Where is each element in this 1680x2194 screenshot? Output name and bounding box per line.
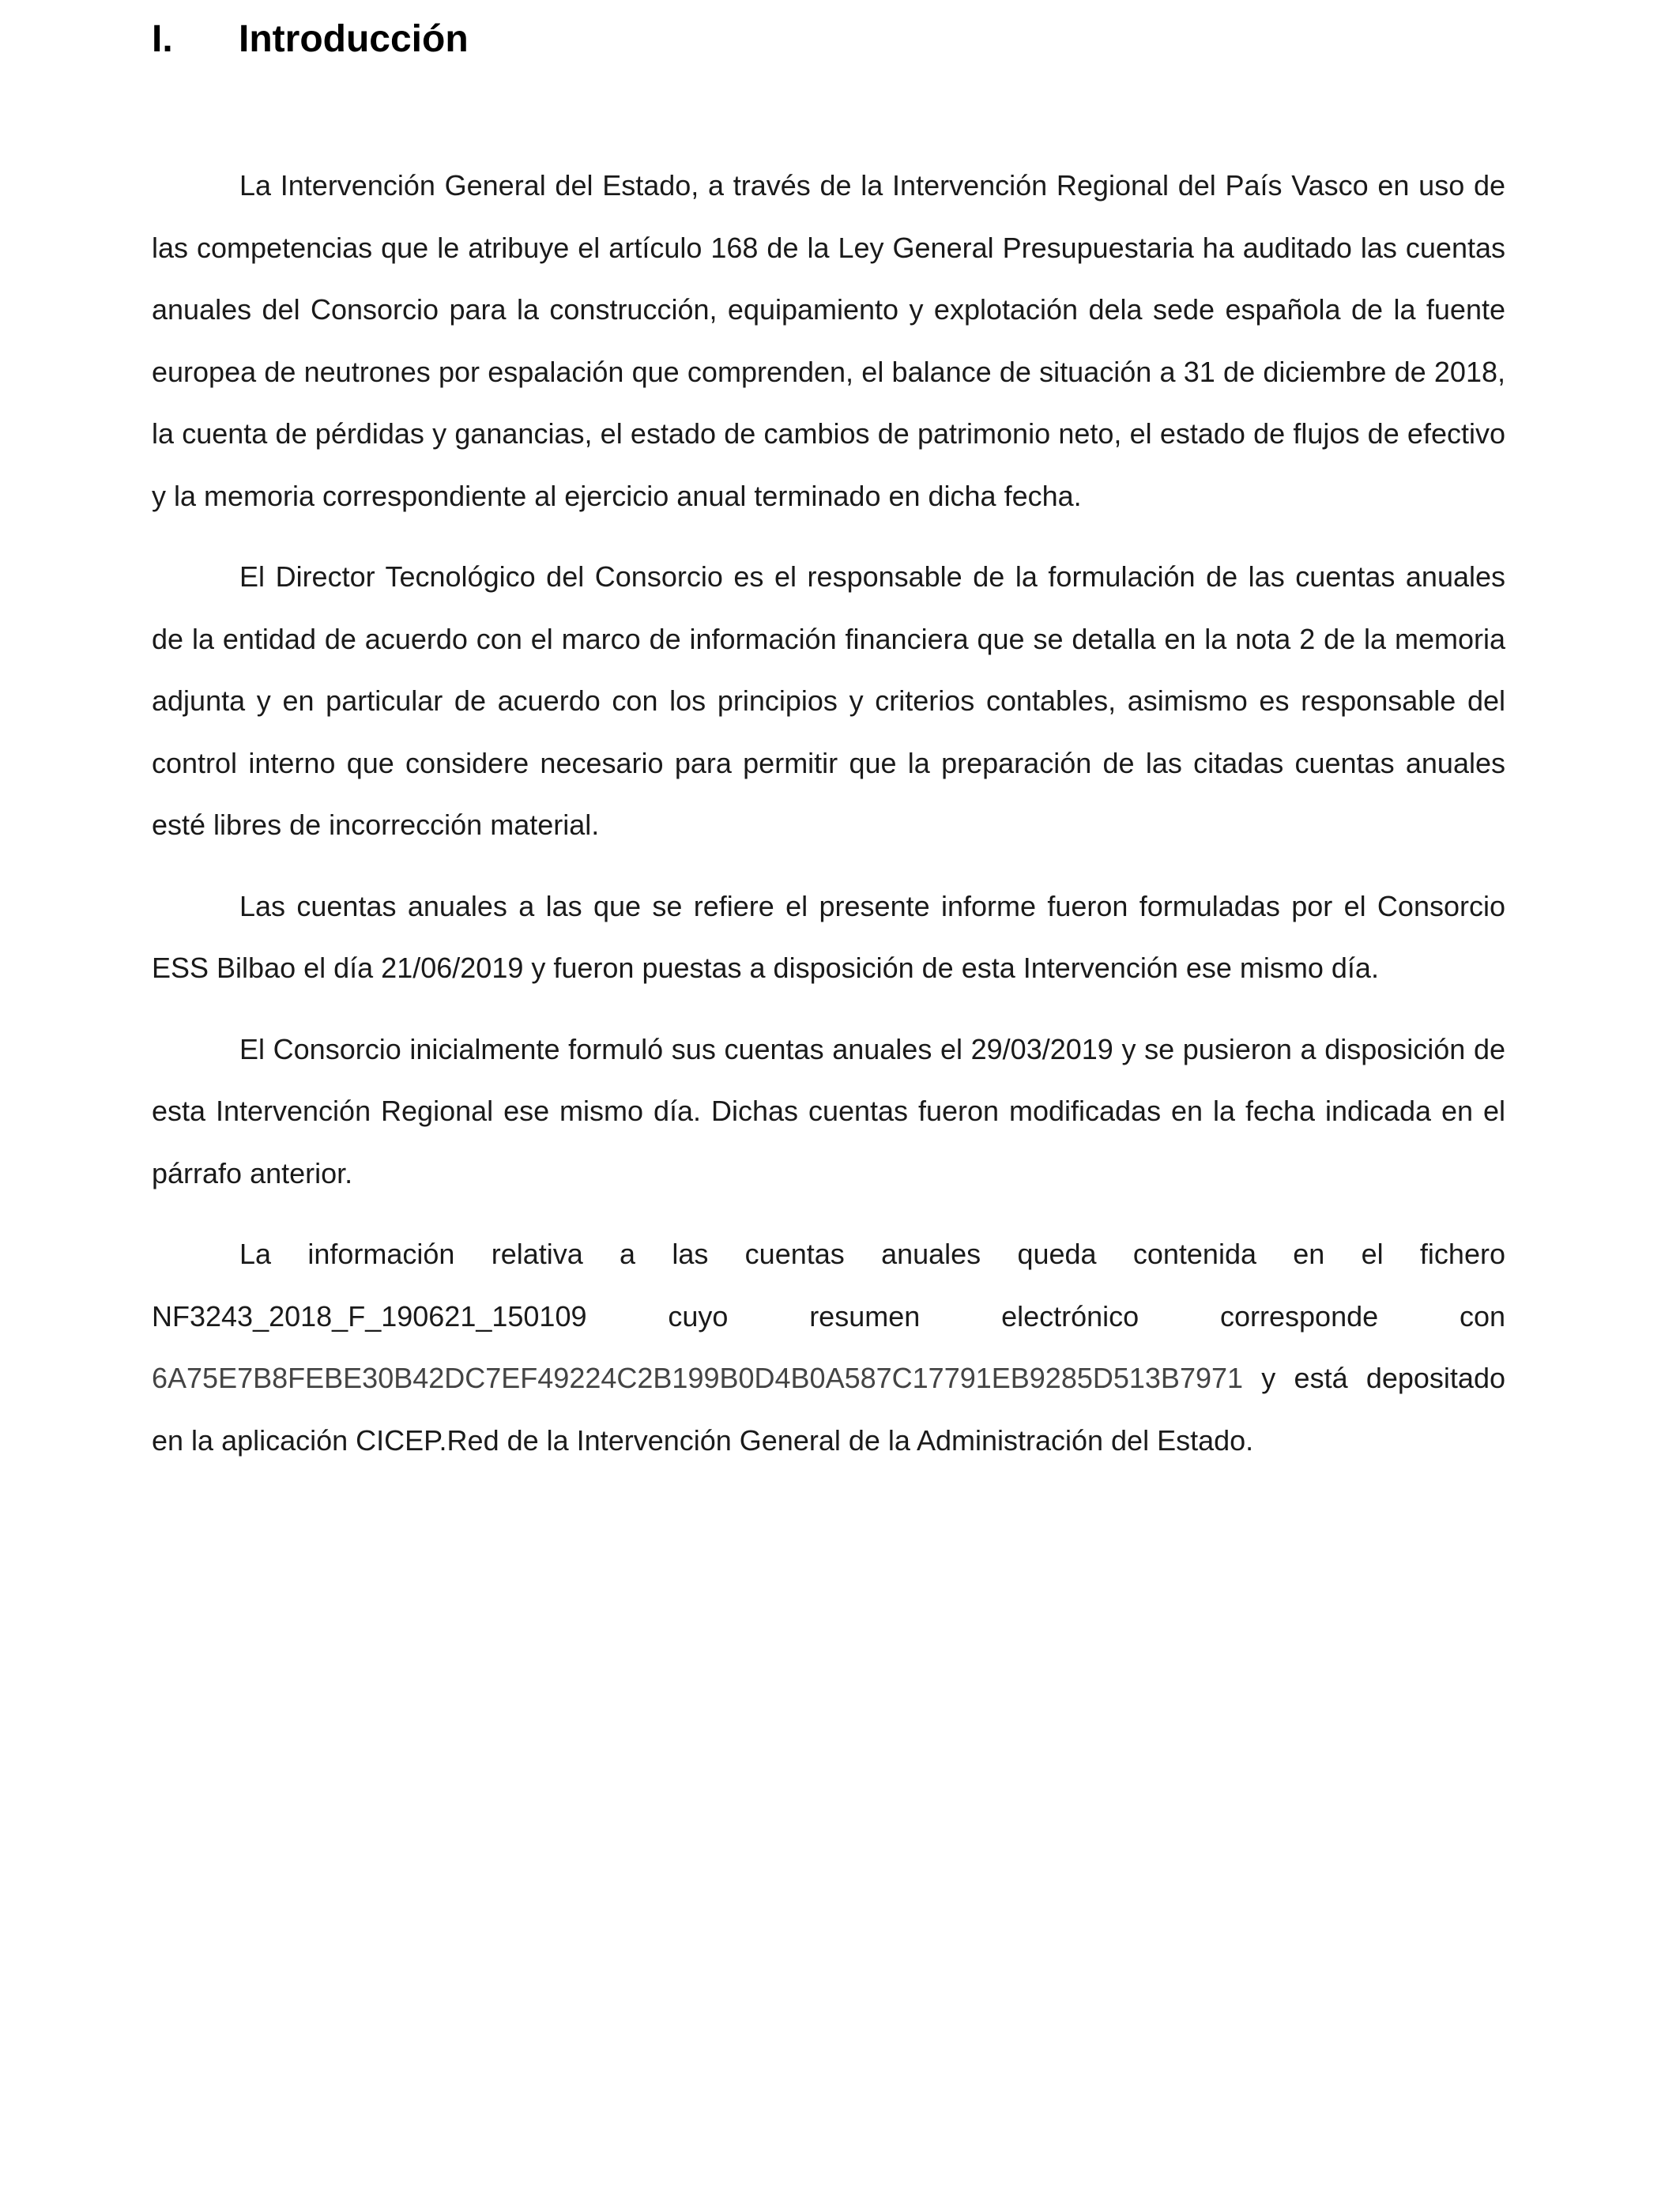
paragraph-3: Las cuentas anuales a las que se refiere el presente informe fueron formuladas por el Consorcio ESS Bilbao el día 21/06/2019 y fueron puestas a disposición de esta Intervención ese mismo día. (152, 889, 1505, 984)
electronic-hash: 6A75E7B8FEBE30B42DC7EF49224C2B199B0D4B0A587C17791EB9285D513B7971 (152, 1362, 1244, 1394)
body-text (152, 155, 1505, 1491)
paragraph-1: La Intervención General del Estado, a través de la Intervención Regional del País Vasco en uso de las competencias que le atribuye el artículo 168 de la Ley General Presupuestaria ha auditado las cuentas anuales del Consorcio para la construcción, equipamiento y explotación dela sede española de la fuente europea de neutrones por espalación que comprenden, el balance de situación a 31 de diciembre de 2018, la cuenta de pérdidas y ganancias, el estado de cambios de patrimonio neto, el estado de flujos de efectivo y la memoria correspondiente al ejercicio anual terminado en dicha fecha. (152, 169, 1505, 512)
section-title: Introducción (239, 17, 469, 60)
section-heading (152, 11, 469, 66)
paragraph-5 (152, 1223, 1505, 1472)
section-number: I. (152, 17, 173, 60)
paragraph-4: El Consorcio inicialmente formuló sus cuentas anuales el 29/03/2019 y se pusieron a disposición de esta Intervención Regional ese mismo día. Dichas cuentas fueron modificadas en la fecha indicada en el párrafo anterior. (152, 1032, 1505, 1189)
paragraph-5-outro: y está depositado en la aplicación CICEP.Red de la Intervención General de la Administración del Estado. (152, 1362, 1505, 1457)
paragraph-2: El Director Tecnológico del Consorcio es el responsable de la formulación de las cuentas anuales de la entidad de acuerdo con el marco de información financiera que se detalla en la nota 2 de la memoria adjunta y en particular de acuerdo con los principios y criterios contables, asimismo es responsable del control interno que considere necesario para permitir que la preparación de las citadas cuentas anuales esté libres de incorrección material. (152, 560, 1505, 841)
paragraph-5-intro: La información relativa a las cuentas anuales queda contenida en el fichero NF3243_2018_F_190621_150109 cuyo resumen electrónico corresponde con (152, 1238, 1505, 1333)
